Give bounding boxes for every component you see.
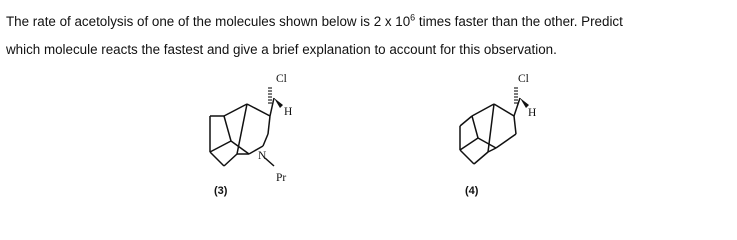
atom-h: H <box>528 107 537 119</box>
hashed-bond-icon <box>268 88 272 103</box>
atom-cl: Cl <box>276 73 287 85</box>
question-text <box>6 8 731 64</box>
molecule-4-structure <box>426 68 556 205</box>
hashed-bond-icon <box>514 88 518 103</box>
atom-cl: Cl <box>518 73 529 85</box>
atom-pr: Pr <box>276 172 287 184</box>
molecule-4-label: (4) <box>465 185 479 197</box>
wedge-bond-icon <box>274 98 283 108</box>
molecule-3-structure <box>192 68 322 205</box>
atom-h: H <box>284 106 293 118</box>
atom-n: N <box>258 150 267 162</box>
question-line2: which molecule reacts the fastest and give a brief explanation to account for this observation. <box>6 42 557 57</box>
question-line1-end: times faster than the other. Predict <box>415 14 623 29</box>
molecule-3-label: (3) <box>214 185 228 197</box>
question-line1-start: The rate of acetolysis of one of the molecules shown below is 2 x 10 <box>6 14 411 29</box>
molecule-3 <box>192 68 322 205</box>
molecule-4 <box>426 68 556 205</box>
question-exponent: 6 <box>410 12 416 23</box>
